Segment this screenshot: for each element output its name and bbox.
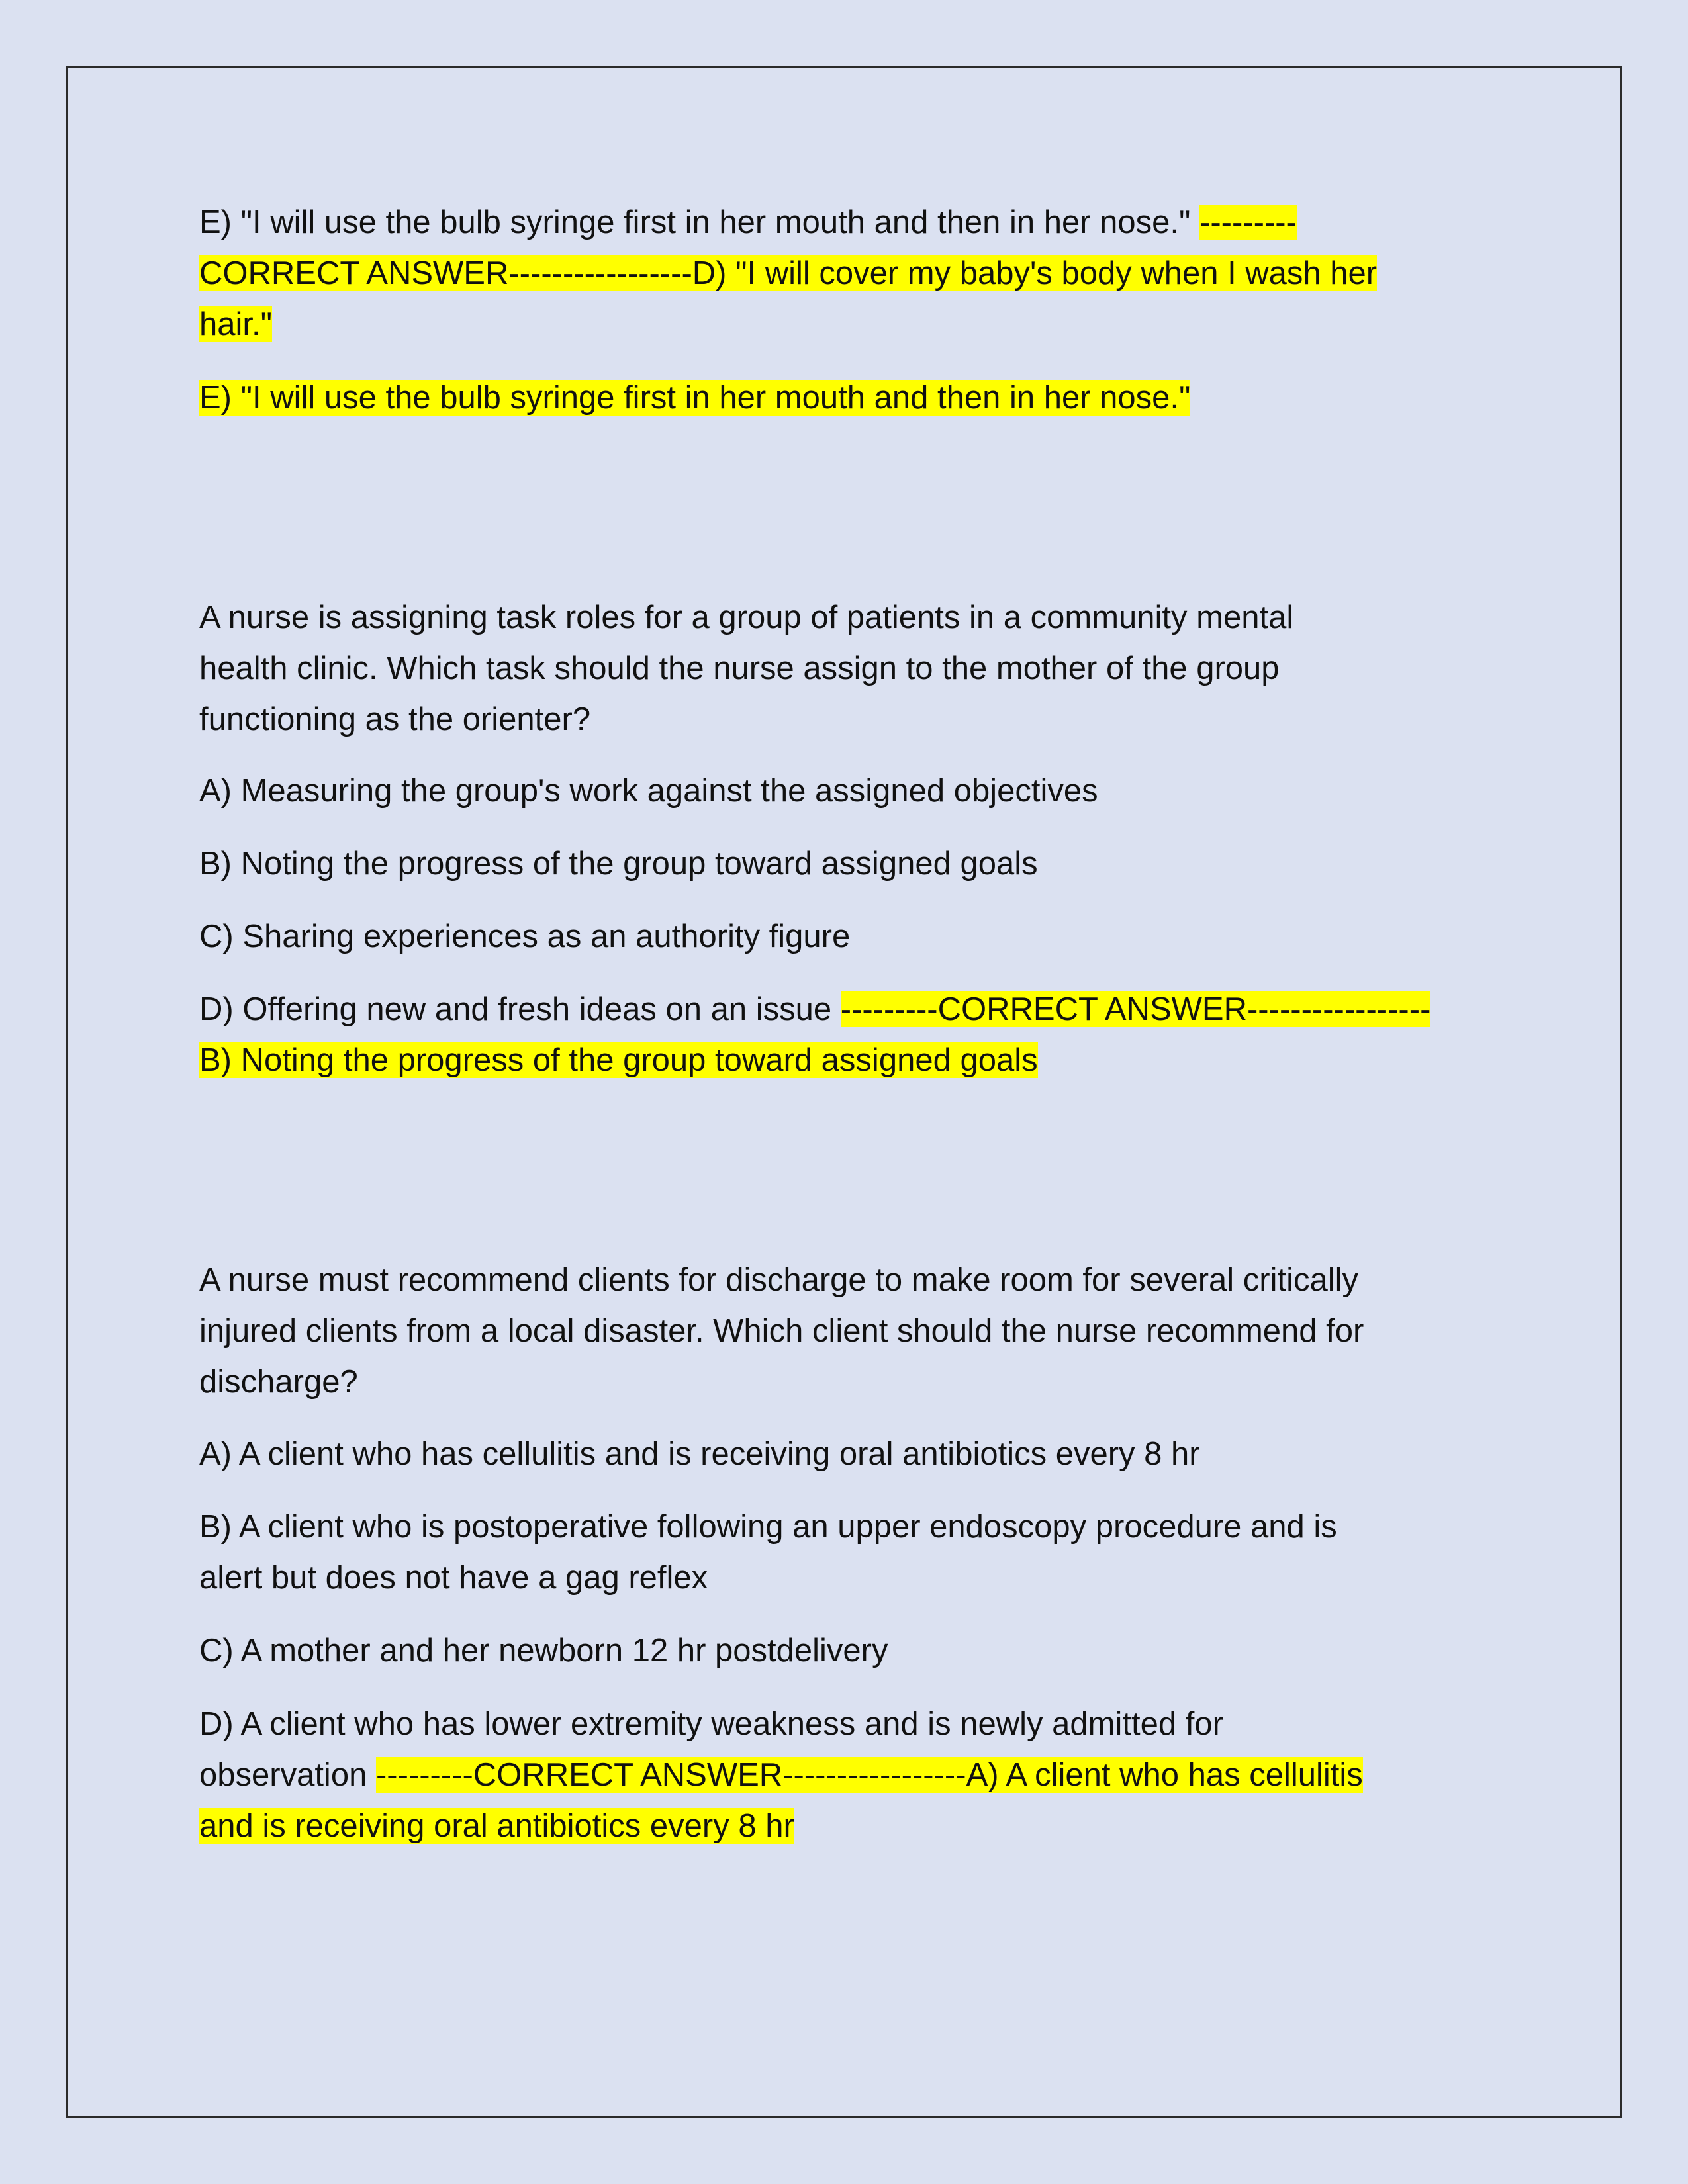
question-stem-line: A nurse is assigning task roles for a group of patients in a community mental: [199, 600, 1294, 635]
option-text: B) A client who is postoperative following an upper endoscopy procedure and is: [199, 1509, 1337, 1545]
question-2-option-d: [199, 984, 1510, 1086]
answer-highlight: ---------: [1199, 205, 1297, 240]
question-3-stem: [199, 1255, 1510, 1408]
question-3-option-b: [199, 1502, 1510, 1604]
option-text: C) A mother and her newborn 12 hr postdelivery: [199, 1633, 888, 1668]
answer-line: [199, 248, 1510, 299]
answer-line: [199, 1801, 1510, 1852]
question-stem-line: health clinic. Which task should the nurse assign to the mother of the group: [199, 651, 1280, 686]
question-2-option-a: [199, 766, 1510, 817]
question-stem-line: injured clients from a local disaster. Which client should the nurse recommend for: [199, 1313, 1364, 1349]
question-stem-line: discharge?: [199, 1364, 358, 1400]
answer-highlight: B) Noting the progress of the group toward assigned goals: [199, 1042, 1038, 1078]
option-text: C) Sharing experiences as an authority figure: [199, 919, 851, 954]
answer-highlight: E) "I will use the bulb syringe first in her mouth and then in her nose.": [199, 380, 1191, 416]
question-2-option-b: [199, 839, 1510, 889]
answer-highlight: and is receiving oral antibiotics every 8 hr: [199, 1808, 794, 1844]
option-text: observation: [199, 1757, 376, 1793]
answer-paragraph: [199, 373, 1510, 424]
option-d-line: [199, 1750, 1510, 1801]
option-d-line: [199, 984, 1510, 1035]
answer-highlight: hair.": [199, 306, 273, 342]
answer-line: [199, 299, 1510, 350]
option-e-line: [199, 197, 1510, 248]
option-text: D) A client who has lower extremity weakness and is newly admitted for: [199, 1706, 1223, 1742]
question-stem-line: A nurse must recommend clients for discharge to make room for several critically: [199, 1262, 1359, 1298]
option-text: A) Measuring the group's work against the assigned objectives: [199, 773, 1098, 809]
question-2-option-c: [199, 911, 1510, 962]
option-text: A) A client who has cellulitis and is receiving oral antibiotics every 8 hr: [199, 1436, 1200, 1472]
option-text: alert but does not have a gag reflex: [199, 1560, 708, 1596]
answer-highlight: ---------CORRECT ANSWER-----------------: [840, 991, 1431, 1027]
answer-line: [199, 373, 1510, 424]
question-3-option-c: [199, 1625, 1510, 1676]
option-text: B) Noting the progress of the group toward assigned goals: [199, 846, 1038, 882]
question-3-option-d: [199, 1699, 1510, 1852]
answer-highlight: ---------CORRECT ANSWER-----------------A) A client who has cellulitis: [375, 1757, 1363, 1793]
option-text: D) Offering new and fresh ideas on an issue: [199, 991, 841, 1027]
option-e-text: E) "I will use the bulb syringe first in her mouth and then in her nose.": [199, 205, 1200, 240]
previous-question-tail: [199, 197, 1510, 350]
question-stem-line: functioning as the orienter?: [199, 702, 591, 737]
answer-line: [199, 1035, 1510, 1086]
answer-highlight: CORRECT ANSWER-----------------D) "I will cover my baby's body when I wash her: [199, 255, 1378, 291]
question-2-stem: [199, 592, 1510, 745]
question-3-option-a: [199, 1429, 1510, 1480]
